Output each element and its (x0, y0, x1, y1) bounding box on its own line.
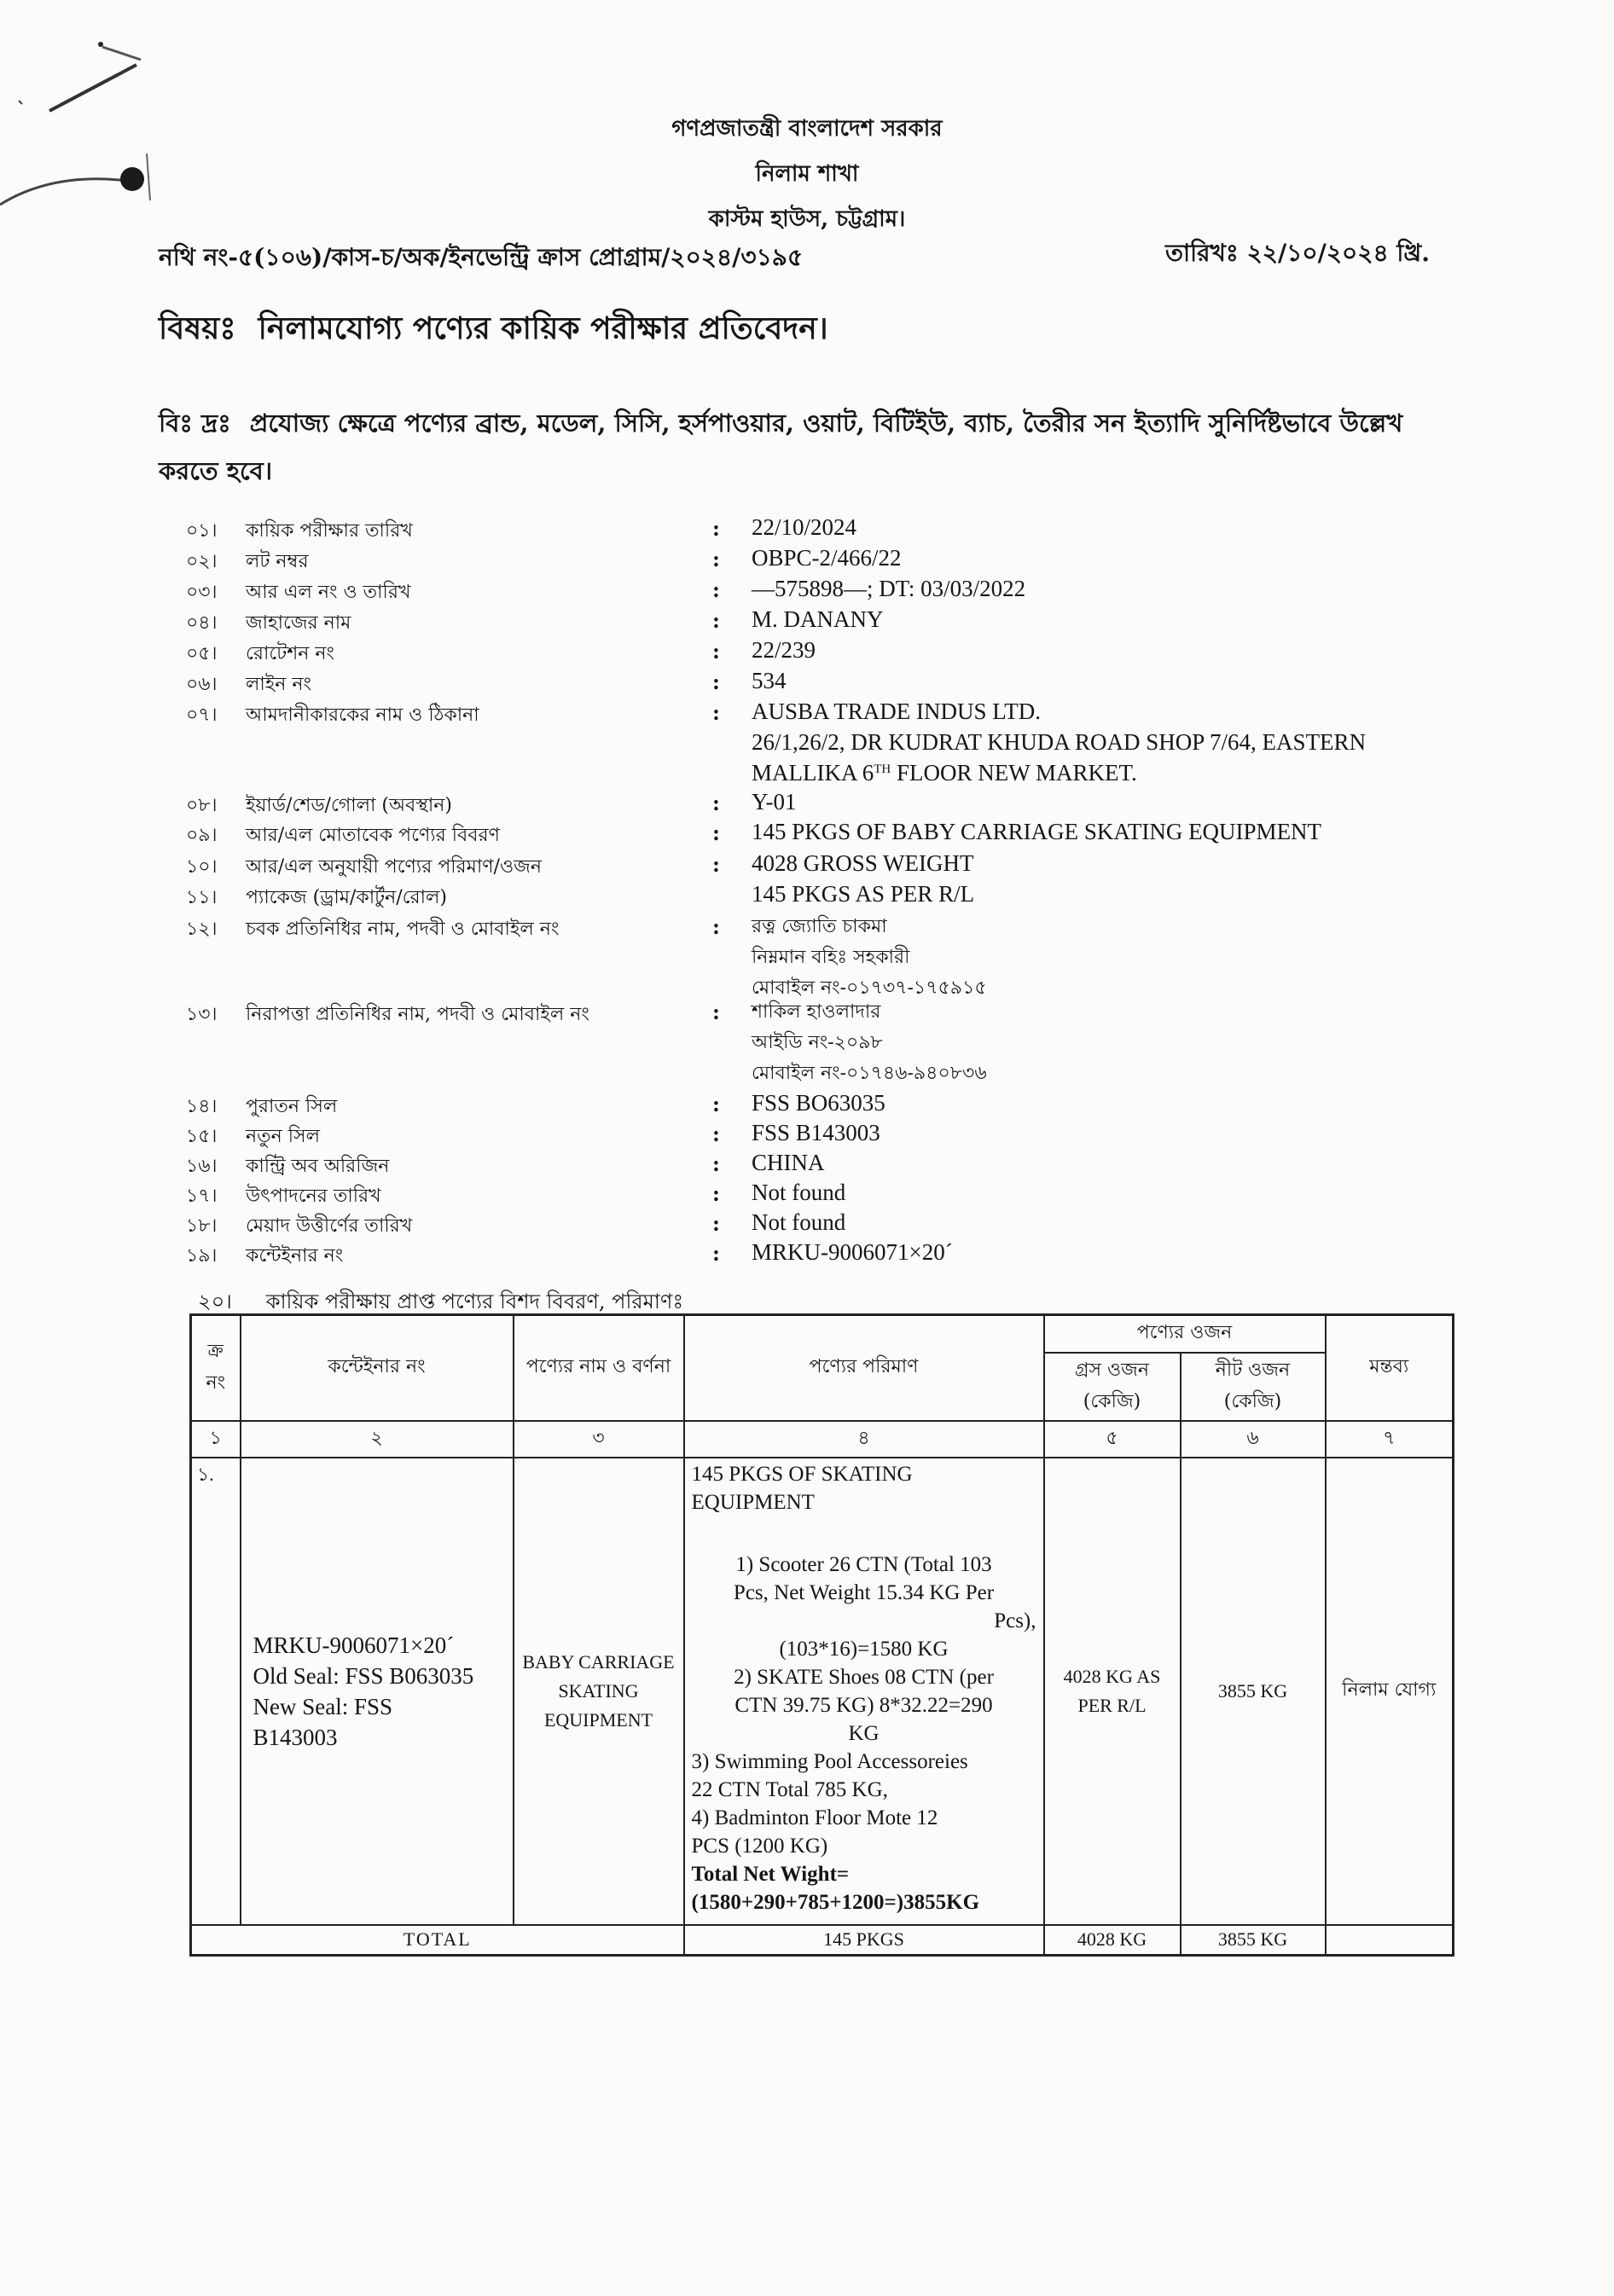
security-rep-details (752, 997, 1477, 1089)
table-row (191, 1458, 1454, 1925)
item-colon: : (712, 700, 720, 725)
item-label: লাইন নং (246, 674, 311, 695)
item-colon: : (712, 791, 720, 815)
cell-goods-name: BABY CARRIAGE SKATING EQUIPMENT (514, 1458, 684, 1925)
item-colon: : (712, 1211, 720, 1236)
item-value: 145 PKGS AS PER R/L (752, 881, 975, 907)
item-label: কন্টেইনার নং (246, 1245, 344, 1267)
subject-text: নিলামযোগ্য পণ্যের কায়িক পরীক্ষার প্রতিবেদন। (258, 310, 828, 346)
note-label: বিঃ দ্রঃ (159, 409, 231, 438)
item-number: ১০। (186, 856, 218, 878)
importer-address-line: 26/1,26/2, DR KUDRAT KHUDA ROAD SHOP 7/64, EASTERN (752, 729, 1367, 755)
item-colon: : (712, 670, 720, 694)
column-number: ৬ (1181, 1421, 1326, 1458)
item-value: FSS B143003 (752, 1120, 880, 1145)
column-number: ৪ (684, 1421, 1044, 1458)
cell-serial: ১. (191, 1458, 241, 1925)
port-rep-mobile: মোবাইল নং-০১৭৩৭-১৭৫৯১৫ (752, 977, 987, 999)
header-section: নিলাম শাখা (755, 161, 859, 187)
table-header-row (191, 1315, 1454, 1353)
item-label: নতুন সিল (246, 1126, 320, 1147)
header-office: কাস্টম হাউস, চট্টগ্রাম। (708, 206, 906, 232)
item-value: 4028 GROSS WEIGHT (752, 850, 974, 876)
item-label: কায়িক পরীক্ষার তারিখ (246, 520, 413, 542)
item-label: আর/এল অনুযায়ী পণ্যের পরিমাণ/ওজন (246, 856, 542, 878)
container-number: MRKU-9006071×20´ (253, 1632, 455, 1658)
item-value: CHINA (752, 1150, 825, 1175)
item-number: ০৫। (186, 643, 218, 664)
item-number: ১৭। (186, 1186, 218, 1207)
item-colon: : (712, 547, 720, 571)
cell-container (241, 1458, 514, 1925)
item-label: কান্ট্রি অব অরিজিন (246, 1156, 390, 1177)
subject-label: বিষয়ঃ (159, 310, 236, 346)
header-remarks: মন্তব্য (1326, 1315, 1454, 1421)
item-label: জাহাজের নাম (246, 612, 351, 634)
security-rep-name: শাকিল হাওলাদার (752, 1001, 881, 1023)
file-reference-number: নথি নং-৫(১০৬)/কাস-চ/অক/ইনভেন্ট্রি ক্রাস প্রোগ্রাম/২০২৪/৩১৯৫ (159, 243, 804, 271)
importer-name: AUSBA TRADE INDUS LTD. (752, 699, 1042, 724)
item-value: M. DANANY (752, 606, 884, 632)
item-number: ১৫। (186, 1126, 218, 1147)
item-colon: : (712, 639, 720, 664)
importer-address (752, 696, 1477, 788)
item-number: ১৮। (186, 1215, 218, 1237)
header-govt-title: গণপ্রজাতন্ত্রী বাংলাদেশ সরকার (671, 116, 943, 142)
item-colon: : (712, 516, 720, 541)
item-label: কায়িক পরীক্ষায় প্রাপ্ত পণ্যের বিশদ বিবরণ, পরিমাণঃ (265, 1290, 684, 1313)
old-seal: Old Seal: FSS B063035 (253, 1662, 474, 1689)
total-gross-weight: 4028 KG (1044, 1925, 1181, 1956)
column-number-row (191, 1421, 1454, 1458)
port-rep-designation: নিম্নমান বহিঃ সহকারী (752, 947, 910, 968)
item-label: উৎপাদনের তারিখ (246, 1186, 381, 1207)
port-rep-name: রত্ন জ্যোতি চাকমা (752, 916, 887, 937)
item-colon: : (712, 1092, 720, 1116)
new-seal: New Seal: FSS (253, 1693, 393, 1719)
security-rep-id: আইডি নং-২০৯৮ (752, 1032, 883, 1053)
item-number: ১৩। (186, 1004, 218, 1025)
item-label: মেয়াদ উত্তীর্ণের তারিখ (246, 1215, 413, 1237)
header-container: কন্টেইনার নং (241, 1315, 514, 1421)
item-colon: : (712, 577, 720, 602)
new-seal-number: B143003 (253, 1724, 338, 1750)
item-label: নিরাপত্তা প্রতিনিধির নাম, পদবী ও মোবাইল নং (246, 1004, 589, 1025)
item-colon: : (712, 608, 720, 633)
header-weight-group: পণ্যের ওজন (1044, 1315, 1326, 1353)
item-number: ০৯। (186, 825, 218, 846)
header-quantity: পণ্যের পরিমাণ (684, 1315, 1044, 1421)
total-label: TOTAL (191, 1925, 684, 1956)
item-number: ০২। (186, 551, 218, 572)
goods-table (189, 1313, 1454, 1957)
item-value: Not found (752, 1180, 846, 1205)
item-value: —575898—; DT: 03/03/2022 (752, 576, 1026, 601)
item-label: লট নম্বর (246, 551, 309, 572)
item-number: ০৮। (186, 795, 218, 816)
item-value: 22/239 (752, 637, 816, 663)
item-colon: : (712, 852, 720, 877)
item-value: 22/10/2024 (752, 514, 857, 540)
item-label: আমদানীকারকের নাম ও ঠিকানা (246, 704, 479, 726)
item-colon: : (712, 1241, 720, 1266)
item-label: রোটেশন নং (246, 643, 334, 664)
item-value: OBPC-2/466/22 (752, 545, 902, 571)
column-number: ৭ (1326, 1421, 1454, 1458)
item-number: ১২। (186, 919, 218, 940)
note-paragraph (159, 399, 1447, 495)
item-colon: : (712, 1181, 720, 1206)
column-number: ১ (191, 1421, 241, 1458)
document-date: তারিখঃ ২২/১০/২০২৪ খ্রি. (1165, 239, 1430, 267)
total-remarks (1326, 1925, 1454, 1956)
security-rep-mobile: মোবাইল নং-০১৭৪৬-৯৪০৮৩৬ (752, 1063, 987, 1084)
item-label: ইয়ার্ড/শেড/গোলা (অবস্থান) (246, 795, 452, 816)
item-number: ০৪। (186, 612, 218, 634)
cell-remarks: নিলাম যোগ্য (1326, 1458, 1454, 1925)
importer-address-line: MALLIKA 6TH FLOOR NEW MARKET. (752, 760, 1137, 786)
header-gross-weight: গ্রস ওজন (কেজি) (1044, 1353, 1181, 1421)
cell-net-weight: 3855 KG (1181, 1458, 1326, 1925)
item-number: ২০। (198, 1290, 232, 1313)
item-number: ০৬। (186, 674, 218, 695)
item-label: আর এল নং ও তারিখ (246, 582, 411, 603)
note-text: প্রযোজ্য ক্ষেত্রে পণ্যের ব্রান্ড, মডেল, সিসি, হর্সপাওয়ার, ওয়াট, বিটিইউ, ব্যাচ, তৈরীর সন ইত্যাদি সুনির্দিষ্টভাবে উল্লেখ করতে হবে। (159, 409, 1403, 485)
item-value: 534 (752, 668, 787, 693)
item-number: ১৯। (186, 1245, 218, 1267)
item-value: MRKU-9006071×20´ (752, 1239, 953, 1265)
item-value: Not found (752, 1209, 846, 1235)
item-colon: : (712, 1122, 720, 1146)
header-serial: ক্র নং (191, 1315, 241, 1421)
item-label: প্যাকেজ (ড্রাম/কার্টুন/রোল) (246, 887, 448, 908)
column-number: ২ (241, 1421, 514, 1458)
column-number: ৩ (514, 1421, 684, 1458)
column-number: ৫ (1044, 1421, 1181, 1458)
item-colon: : (712, 1000, 720, 1024)
item-value: FSS BO63035 (752, 1090, 885, 1116)
total-row (191, 1925, 1454, 1956)
header-net-weight: নীট ওজন (কেজি) (1181, 1353, 1326, 1421)
cell-quantity: 145 PKGS OF SKATING EQUIPMENT 1) Scooter 26 CTN (Total 103 Pcs, Net Weight 15.34 KG Per Pcs), (103*16)=1580 KG 2) SKATE Shoes 08 CTN (per CTN 39.75 KG) 8*32.22=290 KG 3) Swimming Pool Accessoreies 22 CTN Total 785 KG, 4) Badminton Floor Mote 12 PCS (1200 KG) Total Net Wight= (1580+290+785+1200=)3855KG (684, 1458, 1044, 1925)
item-number: ১৬। (186, 1156, 218, 1177)
item-number: ১১। (186, 887, 218, 908)
port-rep-details (752, 912, 1477, 1004)
item-value: Y-01 (752, 789, 797, 815)
cell-gross-weight: 4028 KG AS PER R/L (1044, 1458, 1181, 1925)
item-number: ০৭। (186, 704, 218, 726)
item-value: 145 PKGS OF BABY CARRIAGE SKATING EQUIPMENT (752, 819, 1322, 844)
item-colon: : (712, 820, 720, 845)
item-number: ০১। (186, 520, 218, 542)
item-label: আর/এল মোতাবেক পণ্যের বিবরণ (246, 825, 500, 846)
item-colon: : (712, 1151, 720, 1176)
total-net-weight: 3855 KG (1181, 1925, 1326, 1956)
item-colon: : (712, 914, 720, 939)
item-label: চবক প্রতিনিধির নাম, পদবী ও মোবাইল নং (246, 919, 560, 940)
item-number: ১৪। (186, 1096, 218, 1117)
total-quantity: 145 PKGS (684, 1925, 1044, 1956)
item-label: পুরাতন সিল (246, 1096, 338, 1117)
subject-line (159, 305, 828, 357)
header-goods-name: পণ্যের নাম ও বর্ণনা (514, 1315, 684, 1421)
item-number: ০৩। (186, 582, 218, 603)
